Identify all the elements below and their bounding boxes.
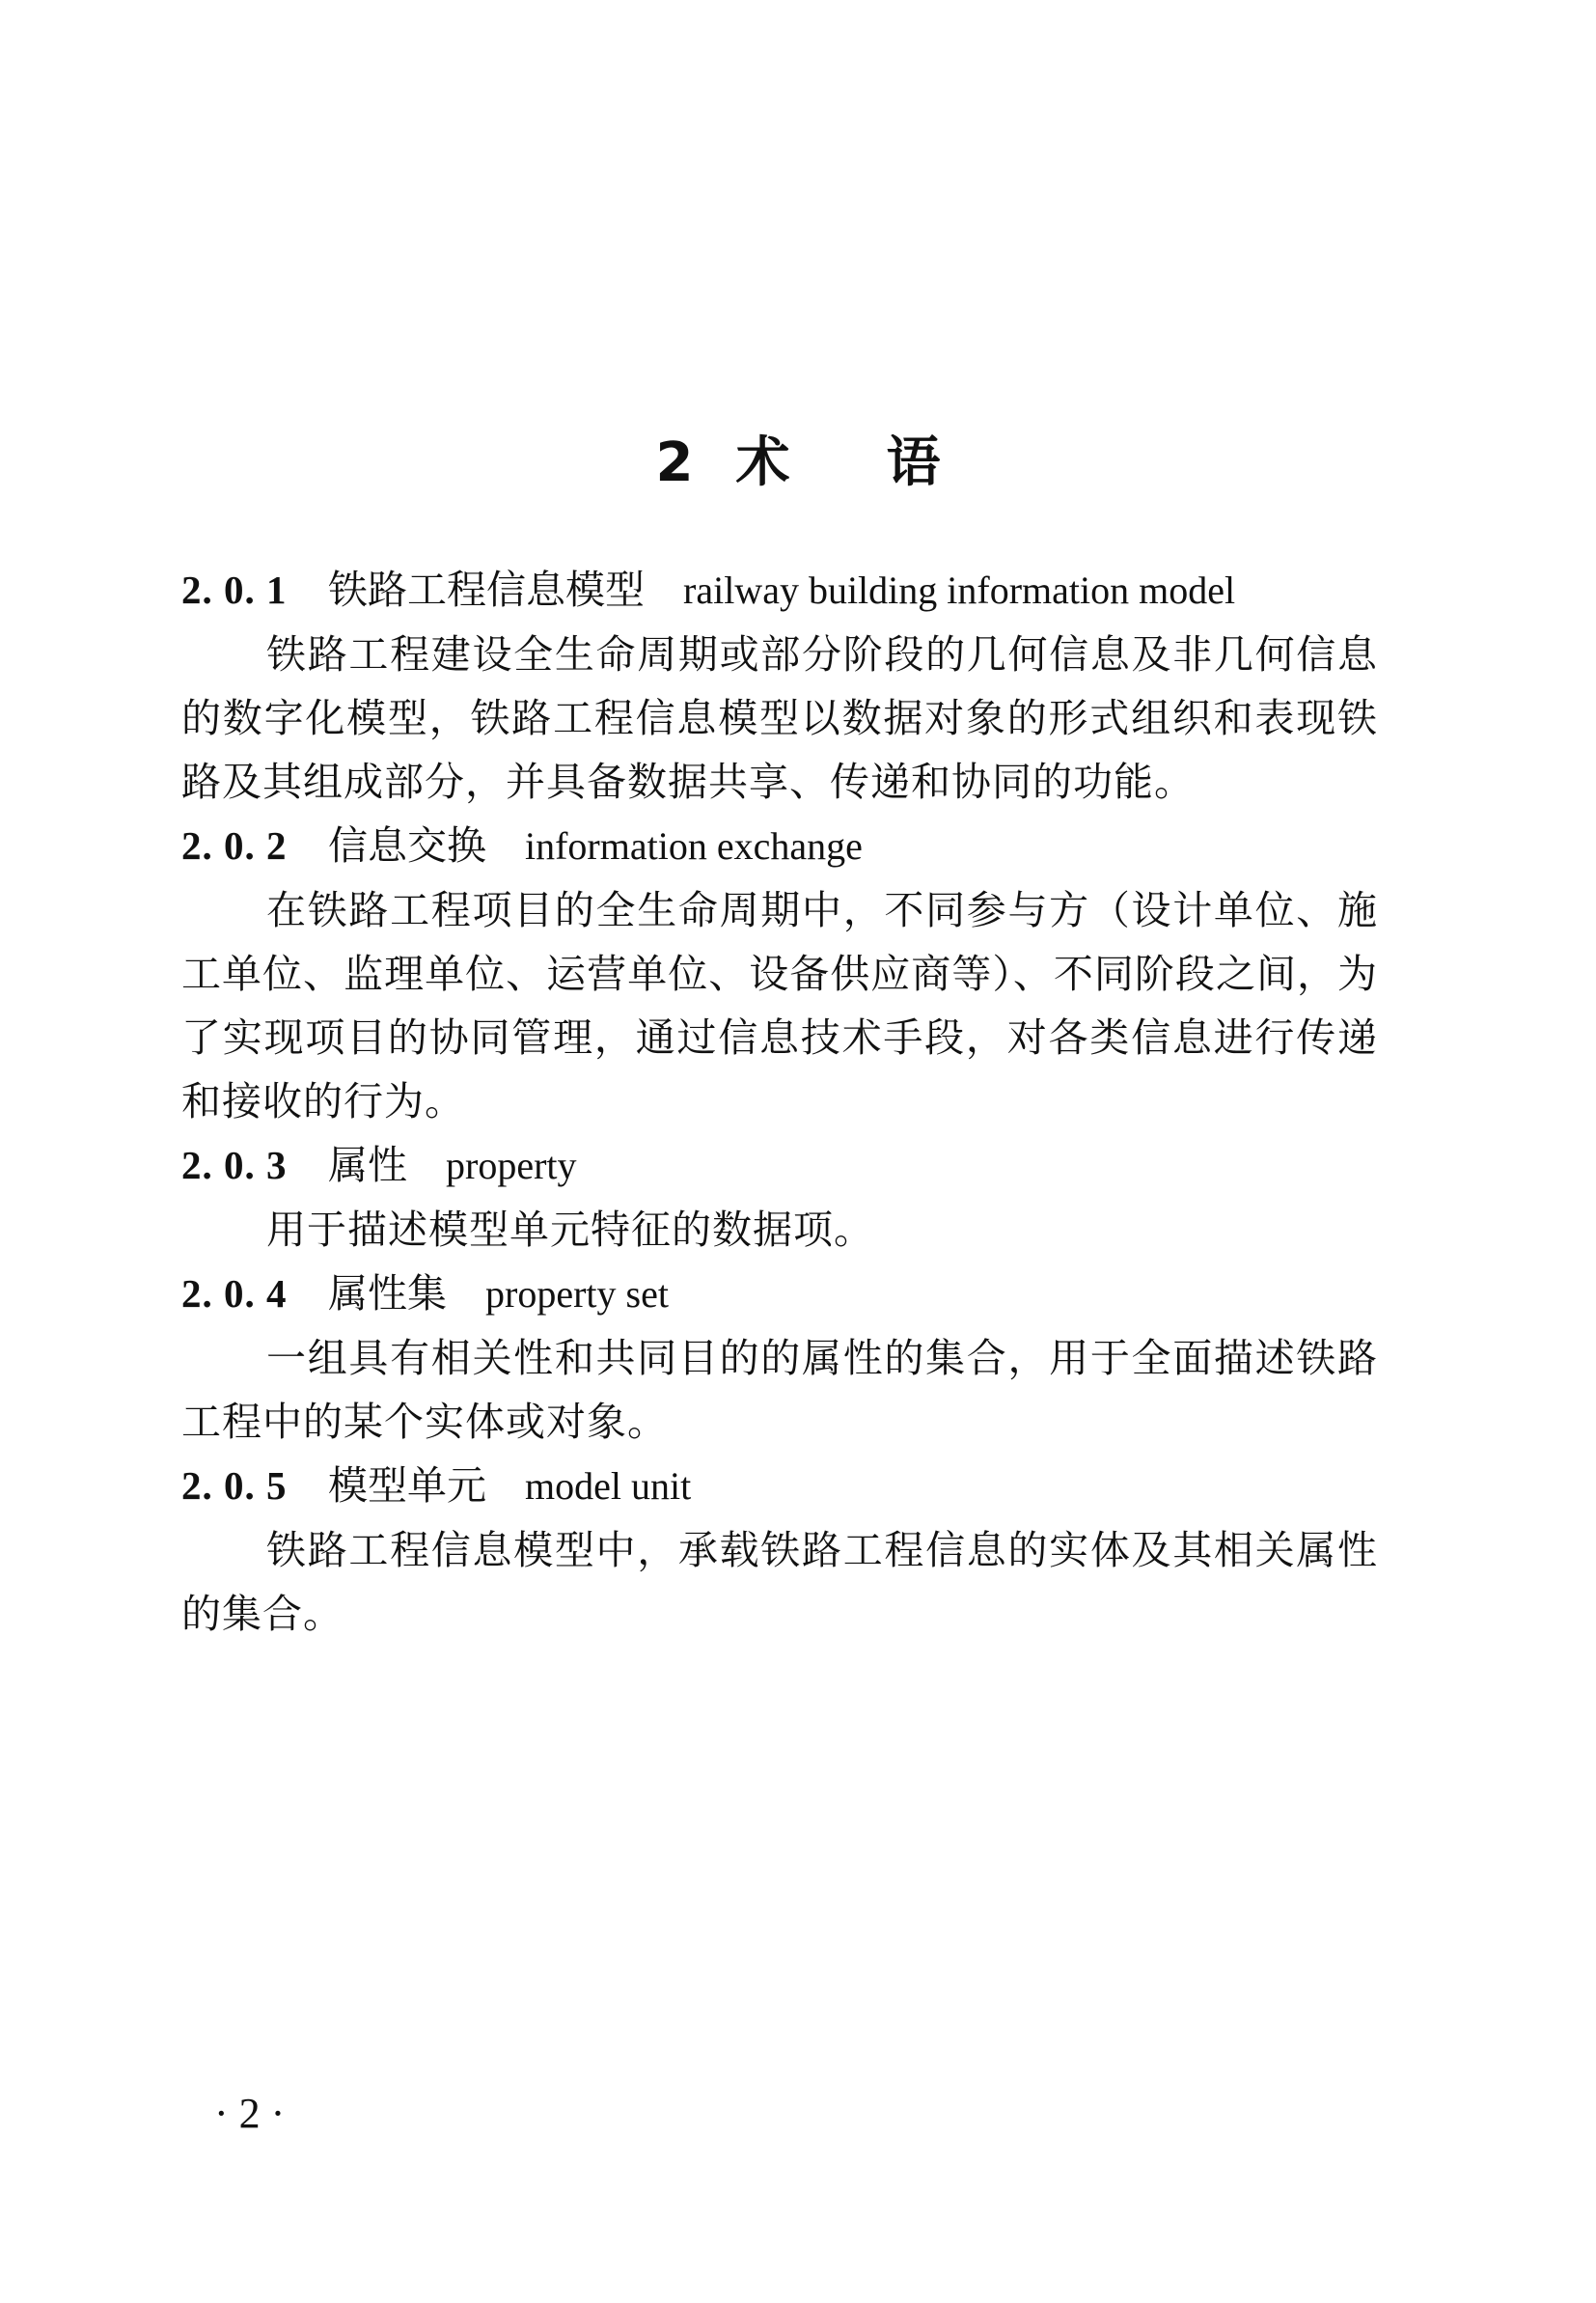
chapter-number: 2 bbox=[655, 431, 694, 494]
term-chinese: 属性集 bbox=[328, 1270, 447, 1317]
term-english: property bbox=[446, 1144, 577, 1187]
term-2-0-4 bbox=[181, 1262, 1378, 1454]
chapter-title-part1: 术 bbox=[735, 431, 790, 494]
term-definition: 用于描述模型单元特征的数据项。 bbox=[266, 1207, 874, 1253]
term-number: 2. 0. 4 bbox=[181, 1271, 288, 1316]
term-english: railway building information model bbox=[683, 569, 1236, 612]
term-2-0-1 bbox=[181, 558, 1378, 814]
terms-list bbox=[181, 558, 1378, 1646]
term-definition: 铁路工程建设全生命周期或部分阶段的几何信息及非几何信息的数字化模型，铁路工程信息模型以数据对象的形式组织和表现铁路及其组成部分，并具备数据共享、传递和协同的功能。 bbox=[181, 631, 1378, 805]
term-2-0-3 bbox=[181, 1133, 1378, 1262]
term-heading bbox=[181, 1262, 1378, 1326]
term-definition: 铁路工程信息模型中，承载铁路工程信息的实体及其相关属性的集合。 bbox=[181, 1527, 1378, 1637]
term-english: property set bbox=[485, 1272, 669, 1316]
term-number: 2. 0. 1 bbox=[181, 568, 288, 612]
term-number: 2. 0. 5 bbox=[181, 1463, 288, 1508]
page-number: · 2 · bbox=[214, 2090, 286, 2137]
term-english: model unit bbox=[525, 1464, 692, 1508]
chapter-title bbox=[0, 425, 1596, 502]
term-chinese: 铁路工程信息模型 bbox=[328, 567, 645, 613]
term-heading bbox=[181, 1454, 1378, 1518]
chapter-title-part2: 语 bbox=[886, 431, 941, 494]
term-definition: 一组具有相关性和共同目的的属性的集合，用于全面描述铁路工程中的某个实体或对象。 bbox=[181, 1335, 1378, 1445]
term-heading bbox=[181, 558, 1378, 623]
term-definition: 在铁路工程项目的全生命周期中，不同参与方（设计单位、施工单位、监理单位、运营单位、设备供应商等）、不同阶段之间，为了实现项目的协同管理，通过信息技术手段，对各类信息进行传递和接收的行为。 bbox=[181, 887, 1378, 1124]
term-heading bbox=[181, 1133, 1378, 1198]
term-chinese: 属性 bbox=[328, 1142, 407, 1188]
term-number: 2. 0. 2 bbox=[181, 823, 288, 868]
term-2-0-2 bbox=[181, 814, 1378, 1133]
term-heading bbox=[181, 814, 1378, 878]
term-chinese: 模型单元 bbox=[328, 1462, 486, 1509]
term-number: 2. 0. 3 bbox=[181, 1143, 288, 1187]
term-2-0-5 bbox=[181, 1454, 1378, 1646]
term-chinese: 信息交换 bbox=[328, 822, 486, 869]
term-english: information exchange bbox=[525, 824, 863, 868]
